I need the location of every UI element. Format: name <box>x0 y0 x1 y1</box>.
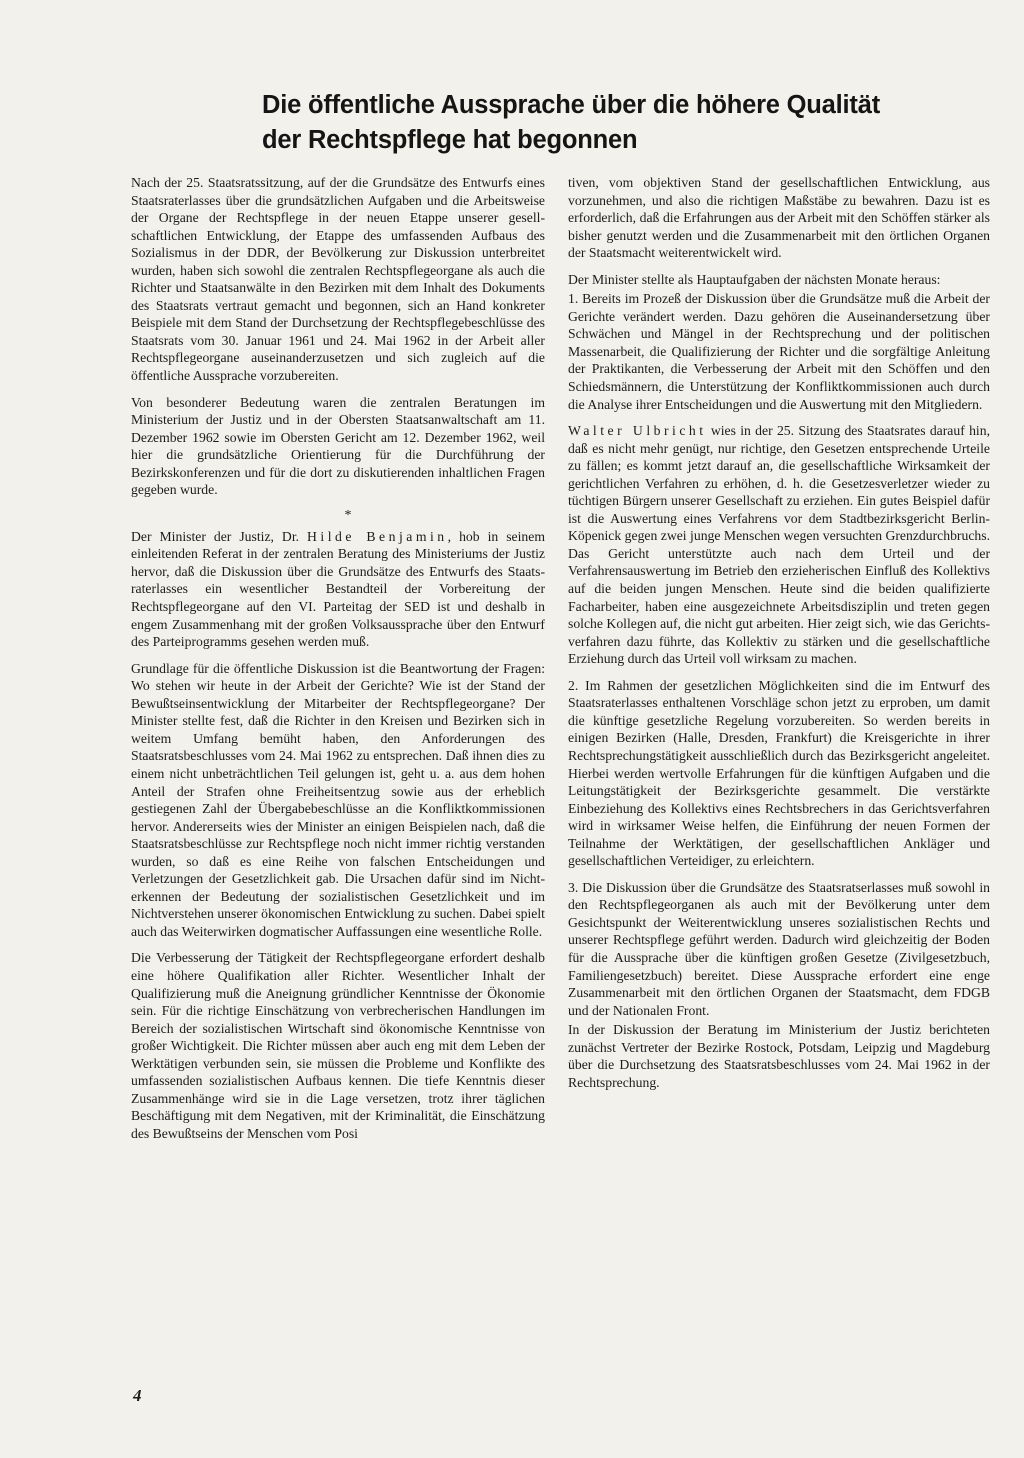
paragraph: Von besonderer Bedeutung waren die zentralen Beratungen im Ministerium der Justiz und in der Obersten Staatsanwaltschaft am 11. Dezember 1962 sowie im Obersten Gericht am 12. Dezember 1962, weil hier die grundsätzliche Orientierung für die Durchführung der Bezirkskonferenzen und für die dort zu diskutierenden inhaltlichen Fragen gegeben wurde. <box>131 394 545 498</box>
article-title <box>262 88 962 158</box>
right-column <box>568 174 990 1100</box>
paragraph: Der Minister stellte als Hauptaufgaben der nächsten Monate heraus: <box>568 271 941 287</box>
person-name: Walter Ulbricht <box>568 423 707 439</box>
paragraph <box>568 422 990 668</box>
paragraph: tiven, vom objektiven Stand der gesellschaftlichen Entwicklung, aus vorzunehmen, und also die richtigen Maßstäbe zu bewahren. Dazu ist es erforderlich, daß die Erfahrungen aus der Arbeit mit den Schöffen stärker als bisher genutzt werden und die Zusammenarbeit mit den örtlichen Organen der Staatsmacht weiterentwickelt wird. <box>568 175 990 261</box>
paragraph: 3. Die Diskussion über die Grundsätze des Staatsratserlasses muß sowohl in den Rechtspflegeorganen als auch mit der Bevölkerung unter dem Gesichtspunkt der Weiterentwicklung unseres sozialistischen Rechts und unserer Rechtspflege geführt werden. Dadurch wird gleichzeitig der Boden für die Aussprache über die künftigen großen Gesetze (Zivilgesetzbuch, Familiengesetzbuch) bereitet. Diese Aussprache erfordert eine enge Zusammenarbeit mit den örtlichen Organen der Staatsmacht, dem FDGB und der Nationalen Front. <box>568 879 990 1018</box>
article-title-line-2: der Rechtspflege hat begonnen <box>262 126 638 154</box>
paragraph: Grundlage für die öffentliche Diskussion ist die Beantwortung der Fragen: Wo stehen wir heute in der Arbeit der Gerichte? Wie ist der Stand der Bewußtseinsentwicklung der Mitarbeiter der Rechtspflegeorgane? Der Minister stellte fest, daß die Richter in den Kreisen und Bezirken sich in weitem Umfang bemüht haben, den Anforderungen des Staatsratsbeschlusses vom 24. Mai 1962 zu entsprechen. Daß ihnen dies zu einem nicht unbeträchtlichen Teil gelungen ist, geht u. a. aus dem hohen Anteil der Strafen ohne Freiheitsentzug sowie aus der erheblich gestiegenen Zahl der Übergabebeschlüsse an die Konfliktkommissionen hervor. Andererseits wies der Minister an einigen Beispielen nach, daß die Staatsratsbeschlüsse zur Rechtspflege noch nicht immer richtig verstanden wurden, so daß es eine Reihe von falschen Entscheidungen und Verletzungen der Gesetzlichkeit gab. Die Ursachen dafür sind im Nichterkennen der Bedeutung der sozialistischen Gesetzlichkeit und im Nichtverstehen unserer ökonomischen Entwicklung zu suchen. Dabei spielt auch das Weiterwirken dogmatischer Auffassungen eine wesentliche Rolle. <box>131 660 545 939</box>
paragraph <box>131 528 545 651</box>
paragraph: Nach der 25. Staatsratssitzung, auf der die Grundsätze des Entwurfs eines Staatsraterlasses über die grundsätzlichen Aufgaben und die Arbeitsweise der Organe der Rechtspflege in der neuen Etappe unserer gesellschaftlichen Entwicklung, der Etappe des umfassenden Aufbaus des Sozialismus in der DDR, der Bevölkerung zur Diskussion unterbreitet wurden, haben sich sowohl die zentralen Rechtspflegeorgane als auch die Richter und Staatsanwälte in den Bezirken mit dem Inhalt des Dokuments des Staatsrats vertraut gemacht und begonnen, sich an Hand konkreter Beispiele mit dem Stand der Durchsetzung der Rechtspflegebeschlüsse des Staatsrats vom 30. Januar 1961 und 24. Mai 1962 in der Arbeit aller Rechtspflegeorgane auseinanderzusetzen und sich zugleich auf die öffentliche Aussprache vorzubereiten. <box>131 175 545 384</box>
text-run: , hob in seinem einleitenden Referat in der zentralen Beratung des Ministeriums der Justiz hervor, daß die Diskussion über die Grundsätze des Entwurfs des Staatsraterlasses ein wesentlicher Bestandteil der Vorbereitung der Rechtspflegeorgane auf den VI. Parteitag der SED ist und deshalb in engem Zusammenhang mit der großen Volksaussprache über den Entwurf des Parteiprogramms gesehen werden muß. <box>131 528 545 650</box>
article-title-line-1: Die öffentliche Aussprache über die höhere Qualität <box>262 91 880 119</box>
page-number: 4 <box>133 1386 142 1405</box>
paragraph: Die Verbesserung der Tätigkeit der Rechtspflegeorgane erfordert deshalb eine höhere Qualifikation aller Richter. Wesentlicher Inhalt der Qualifizierung muß die Aneignung gründlicher Kenntnisse der Ökonomie sein. Für die richtige Einschätzung von verbrecherischen Handlungen im Bereich der sozialistischen Wirtschaft sind ökonomische Kenntnisse von großer Wichtigkeit. Die Richter müssen aber auch eng mit dem Leben der Werktätigen verbunden sein, sie müssen die Probleme und Konflikte des umfassenden sozialistischen Aufbaus kennen. Die tiefe Kenntnis dieser Zusammenhänge wird sie in die Lage versetzen, trotz ihrer täglichen Beschäftigung mit dem Negativen, mit der Kriminalität, die Einschätzung des Bewußtseins der Menschen vom Posi <box>131 950 545 1141</box>
text-run: Der Minister der Justiz, Dr. <box>131 528 308 544</box>
text-run: wies in der 25. Sitzung des Staatsrates darauf hin, daß es nicht mehr genügt, nur richtige, den Gesetzen entsprechende Urteile zu fällen; es kommt jetzt darauf an, die gesellschaftliche Wirksamkeit der gerichtlichen Verfahren zu erhöhen, d. h. die Gesetzesverletzer wieder zu tüchtigen Bürgern unserer Gesellschaft zu erziehen. Ein gutes Beispiel dafür ist die Auswertung eines Verfahrens vor dem Stadtbezirksgericht Berlin-Köpenick gegen zwei junge Menschen wegen versuchten Grenzdurchbruchs. Das Gericht unterstützte auch nach dem Urteil und der Verfahrensauswertung im Betrieb den erzieherischen Einfluß des Kollektivs auf die beiden jungen Menschen. Heute sind die beiden qualifizierte Facharbeiter, haben eine ausgezeichnete Arbeitsdisziplin und treten gegen solche Kollegen auf, die nicht gut arbeiten. Hier zeigt sich, wie das Gerichtsverfahren dazu führte, das Kollektiv zu stärken und die gesellschaftliche Erziehung durch das Urteil voll wirksam zu machen. <box>568 423 990 667</box>
paragraph: 1. Bereits im Prozeß der Diskussion über die Grundsätze muß die Arbeit der Gerichte verändert werden. Dazu gehören die Auseinandersetzung über Schwächen und Mängel in der Rechtsprechung und der politischen Massenarbeit, die Qualifizierung der Richter und die sorgfältige Anleitung der Praktikanten, die Verbesserung der Arbeit mit den Schöffen und den Schiedsmännern, die Unterstützung der Konfliktkommissionen auch durch die Analyse ihrer Entscheidungen und die Auswertung mit den Mitgliedern. <box>568 291 990 412</box>
paragraph: In der Diskussion der Beratung im Ministerium der Justiz berichteten zunächst Vertreter der Bezirke Rostock, Potsdam, Leipzig und Magdeburg über die Durchsetzung des Staatsratsbeschlusses vom 24. Mai 1962 in der Rechtsprechung. <box>568 1022 990 1090</box>
section-separator: * <box>344 507 352 523</box>
person-name: Hilde Benjamin <box>307 528 448 544</box>
left-column <box>131 174 545 1151</box>
paragraph: 2. Im Rahmen der gesetzlichen Möglichkeiten sind die im Entwurf des Staatsraterlasses enthaltenen Vorschläge schon jetzt zu erproben, um damit die künftige gesetzliche Regelung vorzubereiten. So werden bereits in einigen Bezirken (Halle, Dresden, Frankfurt) die Kreisgerichte in ihrer Rechtsprechungstätigkeit ausschließlich durch das Bezirksgericht angeleitet. Hierbei werden wertvolle Erfahrungen für die künftigen Aufgaben und die Leitungstätigkeit der Bezirksgerichte gesammelt. Die verstärkte Einbeziehung des Kollektivs eines Rechtsbrechers in das Gerichtsverfahren wird in wirksamer Weise helfen, die Einführung der neuen Formen der Teilnahme der Werktätigen, der gesellschaftlichen Ankläger und gesellschaftlichen Verteidiger, zu erleichtern. <box>568 677 990 869</box>
